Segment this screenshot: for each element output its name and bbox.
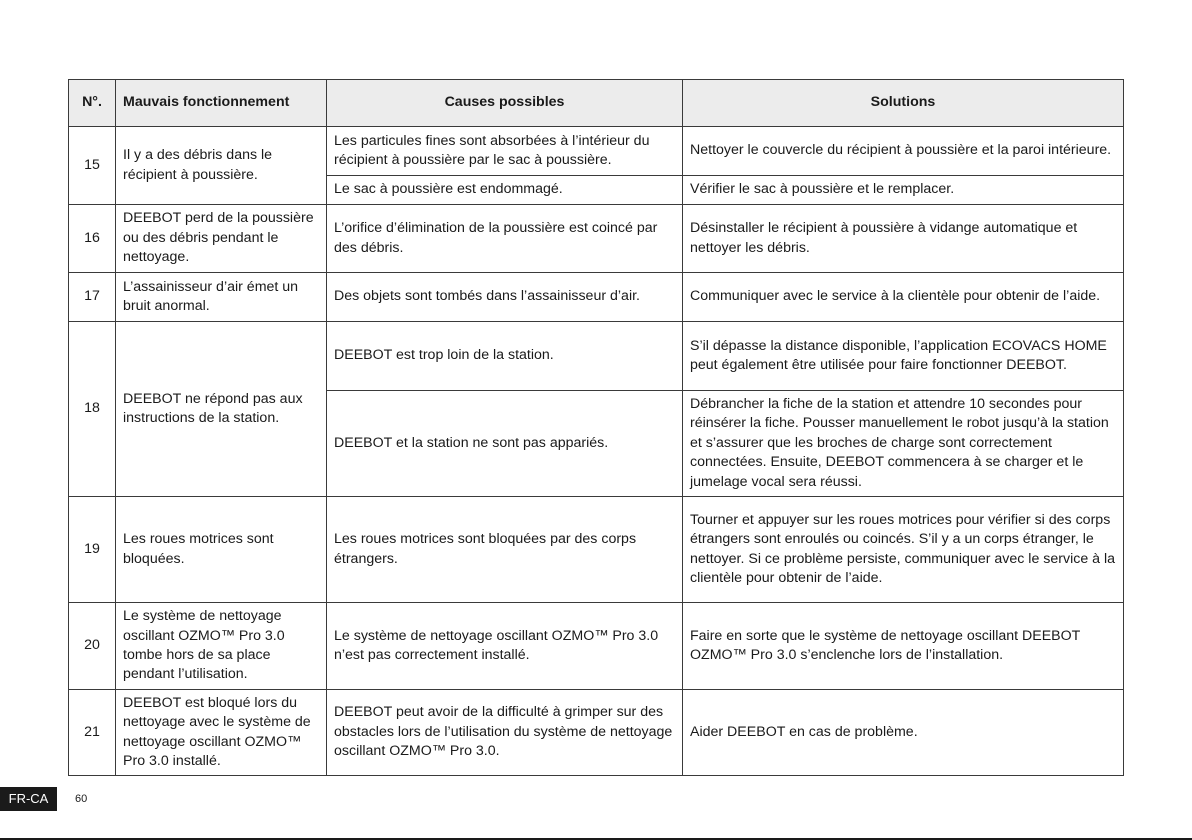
page-number: 60 <box>75 793 88 805</box>
table-row <box>69 127 1124 176</box>
language-badge: FR-CA <box>0 787 57 811</box>
row-number: 19 <box>69 497 116 603</box>
solution-cell: Faire en sorte que le système de nettoyage oscillant DEEBOT OZMO™ Pro 3.0 s’enclenche lors de l’installation. <box>683 603 1124 690</box>
solution-cell: S’il dépasse la distance disponible, l’application ECOVACS HOME peut également être utilisée pour faire fonctionner DEEBOT. <box>683 322 1124 391</box>
solution-cell: Communiquer avec le service à la clientèle pour obtenir de l’aide. <box>683 273 1124 322</box>
malfunction-cell: DEEBOT est bloqué lors du nettoyage avec le système de nettoyage oscillant OZMO™ Pro 3.0 installé. <box>116 690 327 776</box>
cause-cell: Les roues motrices sont bloquées par des corps étrangers. <box>327 497 683 603</box>
solution-cell: Nettoyer le couvercle du récipient à poussière et la paroi intérieure. <box>683 127 1124 176</box>
header-malfunction: Mauvais fonctionnement <box>116 80 327 127</box>
malfunction-cell: DEEBOT ne répond pas aux instructions de la station. <box>116 322 327 497</box>
cause-cell: Le système de nettoyage oscillant OZMO™ Pro 3.0 n’est pas correctement installé. <box>327 603 683 690</box>
row-number: 15 <box>69 127 116 205</box>
cause-cell: Les particules fines sont absorbées à l’intérieur du récipient à poussière par le sac à poussière. <box>327 127 683 176</box>
cause-cell: DEEBOT et la station ne sont pas appariés. <box>327 391 683 497</box>
cause-cell: Le sac à poussière est endommagé. <box>327 176 683 205</box>
malfunction-cell: Il y a des débris dans le récipient à poussière. <box>116 127 327 205</box>
malfunction-cell: Les roues motrices sont bloquées. <box>116 497 327 603</box>
header-possible-causes: Causes possibles <box>327 80 683 127</box>
solution-cell: Vérifier le sac à poussière et le remplacer. <box>683 176 1124 205</box>
table-row <box>69 603 1124 690</box>
row-number: 21 <box>69 690 116 776</box>
malfunction-cell: Le système de nettoyage oscillant OZMO™ Pro 3.0 tombe hors de sa place pendant l’utilisation. <box>116 603 327 690</box>
cause-cell: DEEBOT peut avoir de la difficulté à grimper sur des obstacles lors de l’utilisation du système de nettoyage oscillant OZMO™ Pro 3.0. <box>327 690 683 776</box>
row-number: 16 <box>69 205 116 273</box>
table-header-row <box>69 80 1124 127</box>
malfunction-cell: DEEBOT perd de la poussière ou des débris pendant le nettoyage. <box>116 205 327 273</box>
solution-cell: Aider DEEBOT en cas de problème. <box>683 690 1124 776</box>
malfunction-cell: L’assainisseur d’air émet un bruit anormal. <box>116 273 327 322</box>
cause-cell: Des objets sont tombés dans l’assainisseur d’air. <box>327 273 683 322</box>
table-row <box>69 690 1124 776</box>
row-number: 20 <box>69 603 116 690</box>
table-row <box>69 205 1124 273</box>
table-row <box>69 322 1124 391</box>
solution-cell: Débrancher la fiche de la station et attendre 10 secondes pour réinsérer la fiche. Pousser manuellement le robot jusqu’à la station et s’assurer que les broches de charge sont correctement connectées. Ensuite, DEEBOT commencera à se charger et le jumelage vocal sera réussi. <box>683 391 1124 497</box>
header-solutions: Solutions <box>683 80 1124 127</box>
row-number: 18 <box>69 322 116 497</box>
row-number: 17 <box>69 273 116 322</box>
troubleshooting-table <box>68 79 1124 776</box>
cause-cell: L’orifice d’élimination de la poussière est coincé par des débris. <box>327 205 683 273</box>
header-number: N°. <box>69 80 116 127</box>
solution-cell: Tourner et appuyer sur les roues motrices pour vérifier si des corps étrangers sont enroulés ou coincés. S’il y a un corps étranger, le nettoyer. Si ce problème persiste, communiquer avec le service à la clientèle pour obtenir de l’aide. <box>683 497 1124 603</box>
table-row <box>69 497 1124 603</box>
cause-cell: DEEBOT est trop loin de la station. <box>327 322 683 391</box>
table-row <box>69 273 1124 322</box>
solution-cell: Désinstaller le récipient à poussière à vidange automatique et nettoyer les débris. <box>683 205 1124 273</box>
